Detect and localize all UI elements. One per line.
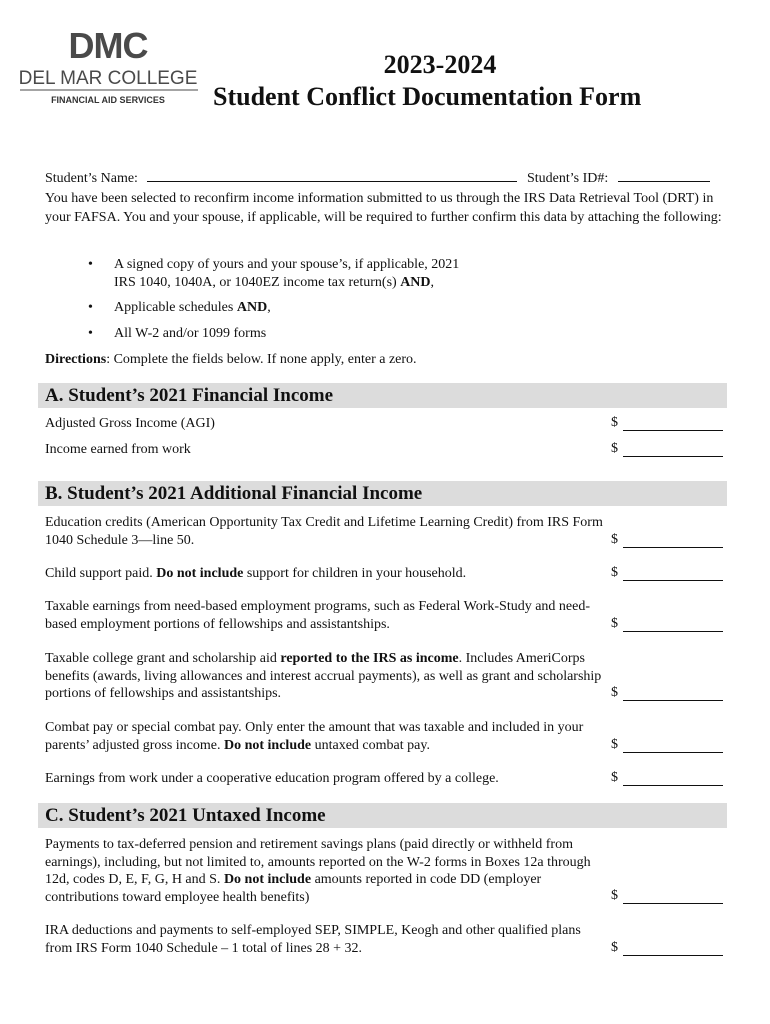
pension-payments-amount-field[interactable]: $: [611, 888, 723, 904]
student-id-field[interactable]: [618, 167, 710, 182]
child-support-amount-field[interactable]: $: [611, 565, 723, 581]
student-name-row: [45, 167, 517, 188]
ira-deductions-label: IRA deductions and payments to self-employed SEP, SIMPLE, Keogh and other qualified plans from IRS Form 1040 Schedule – 1 total of lines 28 + 32.: [45, 923, 581, 956]
student-name-label: Student’s Name:: [45, 171, 138, 186]
education-credits-amount-field[interactable]: $: [611, 532, 723, 548]
income-from-work-amount-field[interactable]: $: [611, 441, 723, 457]
intro-paragraph: You have been selected to reconfirm income information submitted to us through the IRS Data Retrieval Tool (DRT) in your FAFSA. You and your spouse, if applicable, will be required to further confirm this data by attaching the following:: [45, 191, 722, 225]
directions: Directions: Complete the fields below. If none apply, enter a zero.: [45, 352, 417, 367]
logo-subtitle: FINANCIAL AID SERVICES: [51, 95, 165, 105]
section-b-heading: B. Student’s 2021 Additional Financial Income: [38, 481, 727, 506]
combat-pay-amount-field[interactable]: $: [611, 737, 723, 753]
student-name-field[interactable]: [147, 167, 517, 182]
student-id-label: Student’s ID#:: [527, 171, 609, 186]
grant-scholarship-label: Taxable college grant and scholarship aid reported to the IRS as income. Includes AmeriCorps benefits (awards, living allowances and interest accrual payments), as well as grant and scholarship portions of fellowships and assistantships.: [45, 651, 602, 701]
need-based-earnings-amount-field[interactable]: $: [611, 616, 723, 632]
coop-earnings-label: Earnings from work under a cooperative education program offered by a college.: [45, 771, 499, 786]
student-id-row: [527, 167, 710, 188]
combat-pay-label: Combat pay or special combat pay. Only enter the amount that was taxable and included in your parents’ adjusted gross income. Do not include untaxed combat pay.: [45, 720, 584, 753]
logo-mark: DMC: [68, 25, 148, 66]
form-year: 2023-2024: [383, 50, 497, 79]
pension-payments-label: Payments to tax-deferred pension and retirement savings plans (paid directly or withheld from earnings), including, but not limited to, amounts reported on the W-2 forms in Boxes 12a through 12d, codes D, E, F, G, H and S. Do not include amounts reported in code DD (employer contributions toward employee health benefits): [45, 837, 591, 905]
need-based-earnings-label: Taxable earnings from need-based employment programs, such as Federal Work-Study and need-based employment portions of fellowships and assistantships.: [45, 599, 591, 632]
child-support-label: Child support paid. Do not include support for children in your household.: [45, 566, 467, 581]
agi-amount-field[interactable]: $: [611, 415, 723, 431]
section-c-heading: C. Student’s 2021 Untaxed Income: [38, 803, 727, 828]
logo-name: DEL MAR COLLEGE: [18, 68, 198, 89]
section-a-heading: A. Student’s 2021 Financial Income: [38, 383, 727, 408]
form-title: Student Conflict Documentation Form: [213, 82, 642, 111]
income-from-work-label: Income earned from work: [45, 442, 191, 457]
agi-label: Adjusted Gross Income (AGI): [45, 416, 215, 431]
education-credits-label: Education credits (American Opportunity Tax Credit and Lifetime Learning Credit) from IRS Form 1040 Schedule 3—line 50.: [45, 515, 603, 548]
ira-deductions-amount-field[interactable]: $: [611, 940, 723, 956]
coop-earnings-amount-field[interactable]: $: [611, 770, 723, 786]
grant-scholarship-amount-field[interactable]: $: [611, 685, 723, 701]
